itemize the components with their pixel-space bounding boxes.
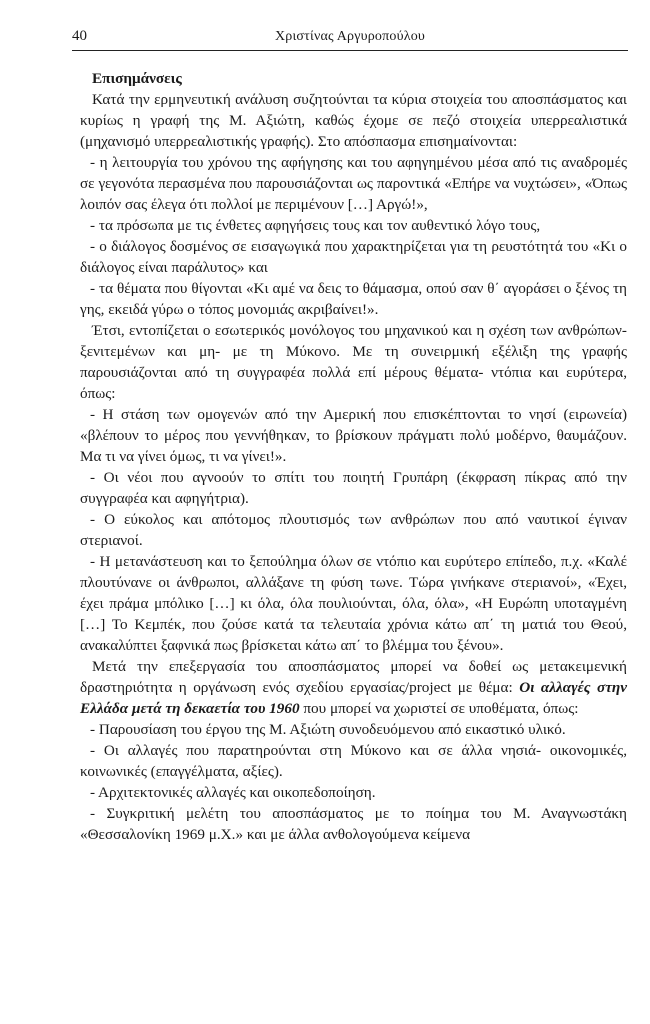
list-item: - Η μετανάστευση και το ξεπούλημα όλων σε ντόπιο και ευρύτερο επίπεδο, π.χ. «Καλέ πλουτύνανε οι άνθρωποι, αλλάξανε τη φύση τωνε. Τώρα γινήκανε στεριανοί», «Έχει, έχει πράμα μπόλικο […] κι όλα, όλα πουλιούνται, όλα, όλα», «Η Ευρώπη υποταγμένη […] Το Κεμπέκ, που ζούσε κατά τα τελευταία χρόνια κάτω απ΄ τη ματιά του Θεού, ανακαλύπτει ξαφνικά πως βρίσκεται κάτω απ΄ το βλέμμα του ξένου». [80, 553, 627, 654]
list-item: - Η στάση των ομογενών από την Αμερική που επισκέπτονται το νησί (ειρωνεία) «βλέπουν το μέρος που γεννήθηκαν, το βρίσκουν πράγματι πολύ μοδέρνο, θαυμάζουν. Μα τι να γίνει όμως, τι να γίνει!». [80, 406, 627, 465]
list-item: - Αρχιτεκτονικές αλλαγές και οικοπεδοποίηση. [90, 784, 376, 801]
list-item: - ο διάλογος δοσμένος σε εισαγωγικά που χαρακτηρίζεται για τη ρευστότητά του «Κι ο διάλογος είναι παράλυτος» και [80, 238, 627, 276]
list-item: - Οι νέοι που αγνοούν το σπίτι του ποιητή Γρυπάρη (έκφραση πίκρας από την συγγραφέα και αφηγήτρια). [80, 469, 627, 507]
page-body [80, 68, 627, 845]
section-heading: Επισημάνσεις [92, 70, 182, 87]
list-item: - Συγκριτική μελέτη του αποσπάσματος με το ποίημα του Μ. Αναγνωστάκη «Θεσσαλονίκη 1969 μ.Χ.» και με άλλα ανθολογούμενα κείμενα [80, 805, 627, 843]
list-item: - Ο εύκολος και απότομος πλουτισμός των ανθρώπων που από ναυτικοί έγιναν στεριανοί. [80, 511, 627, 549]
running-title: Χριστίνας Αργυροπούλου [274, 29, 426, 44]
intro-paragraph: Κατά την ερμηνευτική ανάλυση συζητούνται τα κύρια στοιχεία του αποσπάσματος και κυρίως η γραφή της Μ. Αξιώτη, καθώς έχομε σε πεζό στοιχεία υπερρεαλιστικά (μηχανισμό υπερρεαλιστικής γραφής). Στο απόσπασμα επισημαίνονται: [80, 91, 627, 150]
page-number: 40 [72, 28, 87, 44]
list-item: - τα πρόσωπα με τις ένθετες αφηγήσεις τους και τον αυθεντικό λόγο τους, [90, 217, 541, 234]
page-header [72, 26, 628, 51]
middle-paragraph: Έτσι, εντοπίζεται ο εσωτερικός μονόλογος του μηχανικού και η σχέση των ανθρώπων-ξενιτεμένων και μη- με τη Μύκονο. Με τη συνειρμική εξέλιξη της γραφής παρουσιάζονται από τη συγγραφέα πολλά επί μέρους θέματα- ντόπια και ευρύτερα, όπως: [80, 322, 627, 402]
list-item: - η λειτουργία του χρόνου της αφήγησης και του αφηγημένου μέσα από τις αναδρομές σε γεγονότα περασμένα που παρουσιάζονται ως παροντικά «Επήρε να νυχτώσει», «Όπως λοιπόν σας έλεγα ότι πολλοί με περιμένουν […] Αργώ!», [80, 154, 627, 213]
project-text-after: που μπορεί να χωριστεί σε υποθέματα, όπως: [299, 700, 579, 717]
project-paragraph [80, 656, 627, 719]
project-text-before: Μετά την επεξεργασία του αποσπάσματος μπορεί να δοθεί ως μετακειμενική δραστηριότητα η οργάνωση ενός σχεδίου εργασίας/project με θέμα: [80, 658, 627, 696]
project-title: Οι αλλαγές στην Ελλάδα μετά τη δεκαετία του 1960 [80, 679, 628, 717]
list-item: - τα θέματα που θίγονται «Κι αμέ να δεις το θάμασμα, οπού σαν θ΄ αγοράσει ο ξένος τη γης, εκειδά γύρω ο τόπος μονομιάς ακριβαίνει!». [80, 280, 627, 318]
list-item: - Οι αλλαγές που παρατηρούνται στη Μύκονο και σε άλλα νησιά- οικονομικές, κοινωνικές (επαγγέλματα, αξίες). [80, 742, 627, 780]
list-item: - Παρουσίαση του έργου της Μ. Αξιώτη συνοδευόμενου από εικαστικό υλικό. [90, 721, 566, 738]
